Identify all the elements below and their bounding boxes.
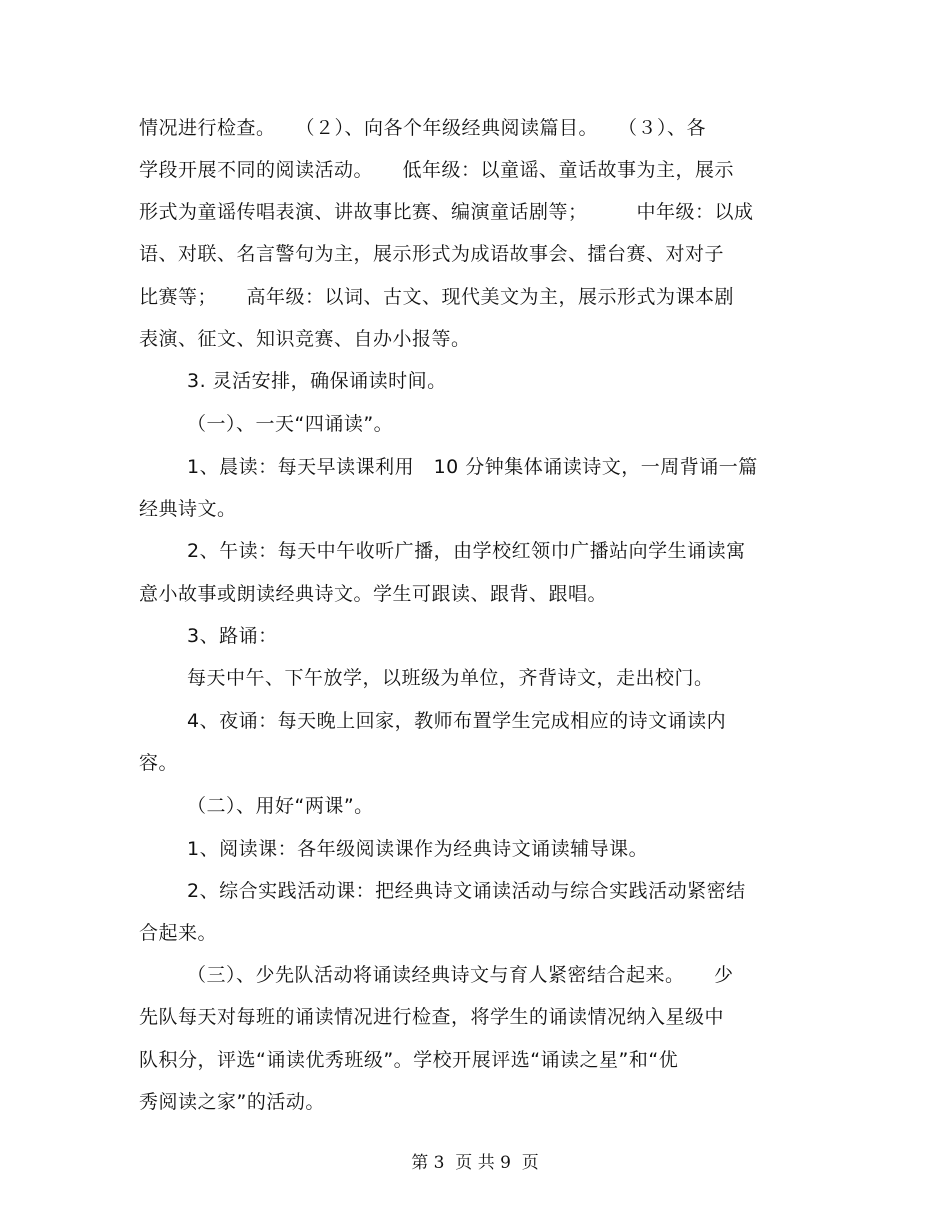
text-line: 表演、征文、知识竞赛、自办小报等。: [139, 328, 471, 350]
text-line: 每天中午、下午放学，以班级为单位，齐背诗文，走出校门。: [187, 667, 714, 689]
text-line: 2、午读：每天中午收听广播，由学校红领巾广播站向学生诵读寓: [187, 540, 746, 562]
text-line: （二）、用好“两课”。: [187, 795, 374, 817]
text-line: 1、晨读：每天早读课利用 10 分钟集体诵读诗文，一周背诵一篇: [187, 456, 758, 478]
text-line: 容。: [139, 752, 179, 774]
text-line: 情况进行检查。 （２）、向各个年级经典阅读篇目。 （３）、各: [139, 117, 707, 139]
text-line: 先队每天对每班的诵读情况进行检查，将学生的诵读情况纳入星级中: [139, 1006, 725, 1028]
text-line: 3. 灵活安排，确保诵读时间。: [187, 370, 447, 392]
text-line: 队积分，评选“诵读优秀班级”。学校开展评选“诵读之星”和“优: [139, 1049, 679, 1071]
text-line: （一）、一天“四诵读”。: [187, 413, 394, 435]
text-line: 1、阅读课：各年级阅读课作为经典诗文诵读辅导课。: [187, 838, 649, 860]
page-footer: 第 3 页 共 9 页: [411, 1153, 539, 1173]
text-line: 形式为童谣传唱表演、讲故事比赛、编演童话剧等； 中年级：以成: [139, 201, 754, 223]
text-line: 秀阅读之家”的活动。: [139, 1091, 325, 1113]
text-line: 3、路诵：: [187, 625, 278, 647]
text-line: 比赛等； 高年级：以词、古文、现代美文为主，展示形式为课本剧: [139, 286, 735, 308]
text-line: 学段开展不同的阅读活动。 低年级：以童谣、童话故事为主，展示: [139, 159, 735, 181]
text-line: 2、综合实践活动课：把经典诗文诵读活动与综合实践活动紧密结: [187, 880, 746, 902]
text-line: 4、夜诵：每天晚上回家，教师布置学生完成相应的诗文诵读内: [187, 710, 727, 732]
text-line: 合起来。: [139, 922, 218, 944]
text-line: 意小故事或朗读经典诗文。学生可跟读、跟背、跟唱。: [139, 583, 608, 605]
text-line: 经典诗文。: [139, 498, 237, 520]
text-line: （三）、少先队活动将诵读经典诗文与育人紧密结合起来。 少: [187, 964, 734, 986]
text-line: 语、对联、名言警句为主，展示形式为成语故事会、擂台赛、对对子: [139, 243, 725, 265]
